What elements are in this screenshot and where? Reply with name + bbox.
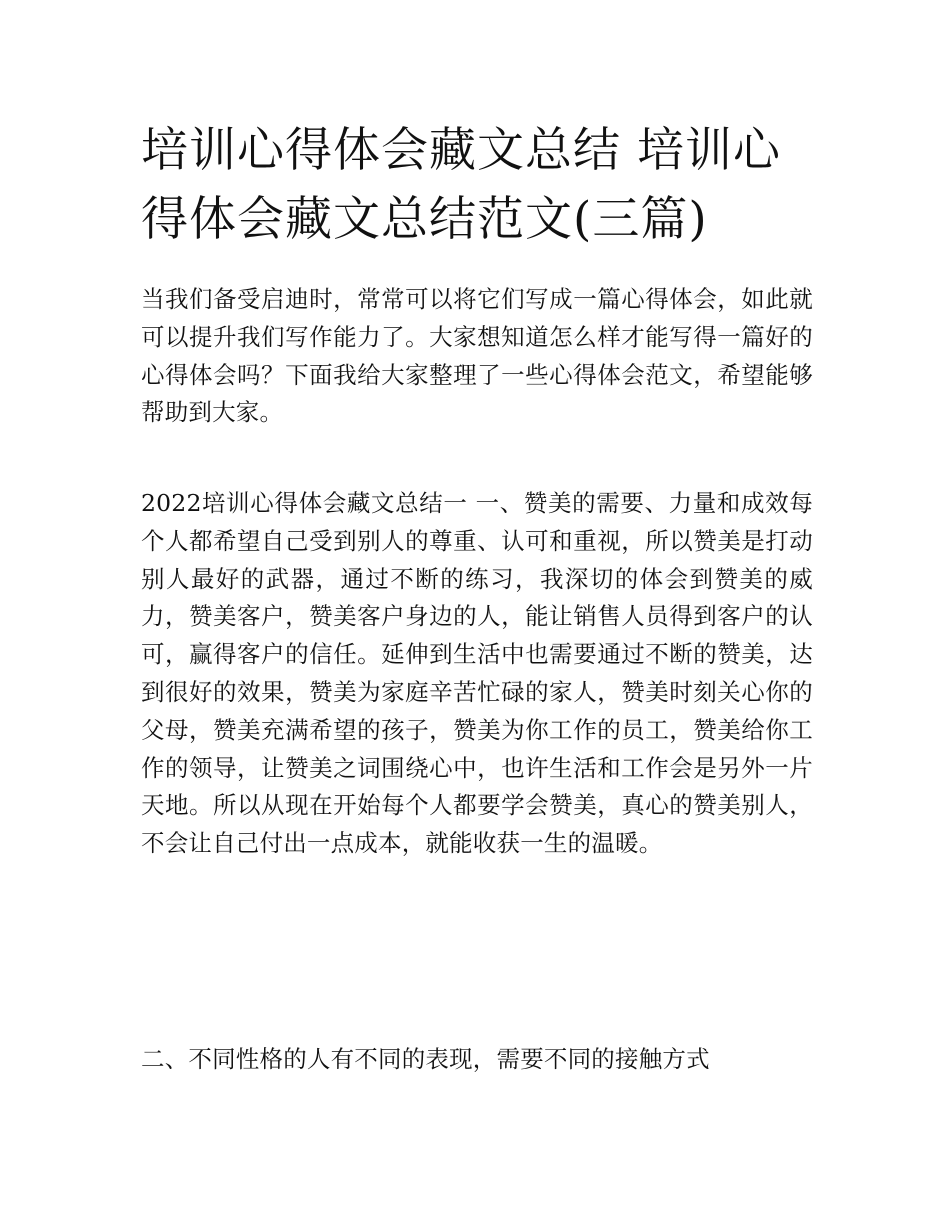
intro-paragraph: 当我们备受启迪时，常常可以将它们写成一篇心得体会，如此就可以提升我们写作能力了。大家想知道怎么样才能写得一篇好的心得体会吗？下面我给大家整理了一些心得体会范文，希望能够帮助到大家。 [141,285,813,427]
section-two-heading: 二、不同性格的人有不同的表现，需要不同的接触方式 [141,1045,710,1073]
document-title: 培训心得体会藏文总结 培训心得体会藏文总结范文(三篇) [141,123,781,247]
section-one-paragraph: 2022培训心得体会藏文总结一 一、赞美的需要、力量和成效每个人都希望自己受到别人的尊重、认可和重视，所以赞美是打动别人最好的武器，通过不断的练习，我深切的体会到赞美的威力，赞美客户，赞美客户身边的人，能让销售人员得到客户的认可，赢得客户的信任。延伸到生活中也需要通过不断的赞美，达到很好的效果，赞美为家庭辛苦忙碌的家人，赞美时刻关心你的父母，赞美充满希望的孩子，赞美为你工作的员工，赞美给你工作的领导，让赞美之词围绕心中，也许生活和工作会是另外一片天地。所以从现在开始每个人都要学会赞美，真心的赞美别人，不会让自己付出一点成本，就能收获一生的温暖。 [141,489,813,858]
